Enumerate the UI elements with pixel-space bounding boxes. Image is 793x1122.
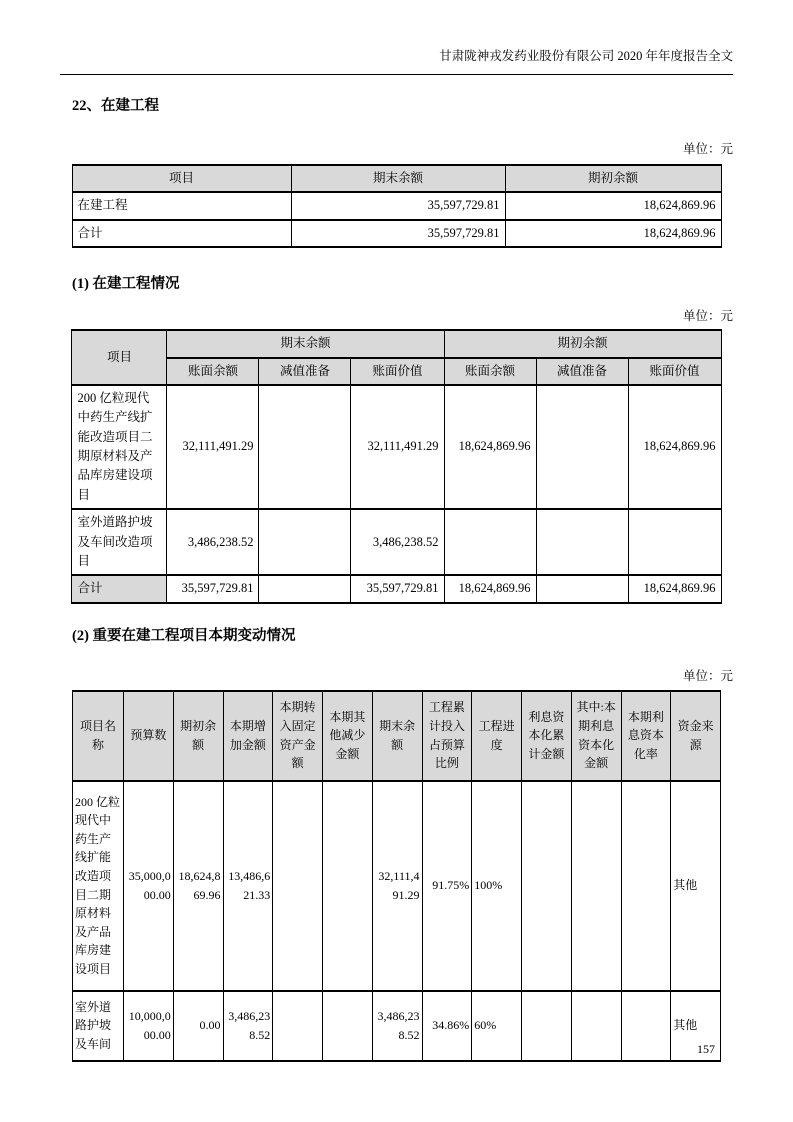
column-header: 账面价值 [351, 358, 444, 385]
column-group-header: 期末余额 [167, 330, 444, 357]
table-cell: 18,624,869.96 [173, 781, 223, 991]
column-header: 期初余额 [505, 165, 721, 192]
column-header: 项目 [72, 165, 291, 192]
table-cell: 3,486,238.52 [167, 509, 259, 575]
table-cell: 34.86% [422, 991, 472, 1061]
table-cell: 18,624,869.96 [505, 220, 721, 247]
table-cell [628, 509, 721, 575]
table-cell [259, 575, 351, 602]
table-cell: 18,624,869.96 [505, 192, 721, 219]
table-subheader-row [72, 358, 721, 385]
construction-summary-table [72, 164, 722, 248]
table-cell: 10,000,000.00 [124, 991, 174, 1061]
construction-detail-table [71, 329, 721, 604]
table-cell: 3,486,238.52 [223, 991, 273, 1061]
table-cell: 60% [472, 991, 522, 1061]
column-header: 本期利息资本化率 [621, 691, 671, 781]
column-header: 工程累计投入占预算比例 [422, 691, 472, 781]
table-cell [323, 781, 373, 991]
column-group-header: 期初余额 [444, 330, 721, 357]
table-header-row [72, 165, 721, 192]
table-cell [536, 575, 628, 602]
table-cell: 35,597,729.81 [167, 575, 259, 602]
table-cell [536, 509, 628, 575]
column-header: 资金来源 [671, 691, 721, 781]
table-row [72, 385, 721, 509]
table-cell: 18,624,869.96 [444, 385, 536, 509]
table-cell [273, 991, 323, 1061]
column-header: 预算数 [124, 691, 174, 781]
table-cell: 室外道路护坡及车间改造项目 [72, 509, 167, 575]
table-cell: 室外道路护坡及车间 [73, 991, 124, 1061]
table-cell: 32,111,491.29 [167, 385, 259, 509]
column-header: 减值准备 [536, 358, 628, 385]
table-cell [444, 509, 536, 575]
column-header: 期末余额 [291, 165, 505, 192]
table-row [73, 781, 721, 991]
section-heading-2: (2) 重要在建工程项目本期变动情况 [72, 627, 296, 644]
project-changes-table [72, 690, 721, 1062]
column-header: 本期其他减少金额 [323, 691, 373, 781]
table-cell [522, 781, 572, 991]
table-cell: 200 亿粒现代中药生产线扩能改造项目二期原材料及产品库房建设项目 [73, 781, 124, 991]
table-cell: 91.75% [422, 781, 472, 991]
table-cell: 18,624,869.96 [444, 575, 536, 602]
table-cell: 在建工程 [72, 192, 291, 219]
table-cell [571, 991, 621, 1061]
page-number: 157 [697, 1042, 715, 1056]
table-cell [571, 781, 621, 991]
table-header-row [72, 330, 721, 357]
table-cell: 35,597,729.81 [291, 220, 505, 247]
table-cell: 其他 [671, 991, 721, 1061]
table-cell: 其他 [671, 781, 721, 991]
unit-label-3: 单位：元 [682, 668, 733, 683]
page-header [60, 49, 733, 75]
table-cell: 200 亿粒现代中药生产线扩能改造项目二期原材料及产品库房建设项目 [72, 385, 167, 509]
table-row [73, 991, 721, 1061]
table-cell [621, 781, 671, 991]
column-header: 账面价值 [628, 358, 721, 385]
table-cell [522, 991, 572, 1061]
unit-label-1: 单位：元 [682, 142, 733, 156]
table-header-row [73, 691, 721, 781]
table-cell: 0.00 [173, 991, 223, 1061]
column-header: 本期转入固定资产金额 [273, 691, 323, 781]
column-header: 减值准备 [259, 358, 351, 385]
table-cell [621, 991, 671, 1061]
table-cell: 18,624,869.96 [628, 385, 721, 509]
table-cell: 13,486,621.33 [223, 781, 273, 991]
table-cell: 合计 [72, 220, 291, 247]
column-header: 账面余额 [444, 358, 536, 385]
table-cell: 合计 [72, 575, 167, 602]
report-title: 甘肃陇神戎发药业股份有限公司 2020 年年度报告全文 [439, 49, 733, 63]
table-cell [259, 509, 351, 575]
table-total-row [72, 575, 721, 602]
table-cell [273, 781, 323, 991]
column-header: 期末余额 [372, 691, 422, 781]
unit-label-2: 单位：元 [682, 309, 733, 324]
table-row [72, 509, 721, 575]
table-cell: 35,597,729.81 [291, 192, 505, 219]
table-cell: 3,486,238.52 [372, 991, 422, 1061]
column-header: 账面余额 [167, 358, 259, 385]
table-row [72, 192, 721, 219]
column-header: 其中:本期利息资本化金额 [571, 691, 621, 781]
table-cell: 3,486,238.52 [351, 509, 444, 575]
table-cell [259, 385, 351, 509]
column-header: 项目名称 [73, 691, 124, 781]
section-heading-22: 22、在建工程 [72, 98, 159, 114]
column-header: 项目 [72, 330, 167, 385]
table-cell: 32,111,491.29 [372, 781, 422, 991]
table-cell [323, 991, 373, 1061]
section-heading-1: (1) 在建工程情况 [72, 276, 180, 293]
column-header: 期初余额 [173, 691, 223, 781]
table-cell: 18,624,869.96 [628, 575, 721, 602]
column-header: 工程进度 [472, 691, 522, 781]
table-cell: 35,000,000.00 [124, 781, 174, 991]
table-cell [536, 385, 628, 509]
table-cell: 100% [472, 781, 522, 991]
table-cell: 32,111,491.29 [351, 385, 444, 509]
column-header: 利息资本化累计金额 [522, 691, 572, 781]
table-cell: 35,597,729.81 [351, 575, 444, 602]
table-row [72, 220, 721, 247]
column-header: 本期增加金额 [223, 691, 273, 781]
